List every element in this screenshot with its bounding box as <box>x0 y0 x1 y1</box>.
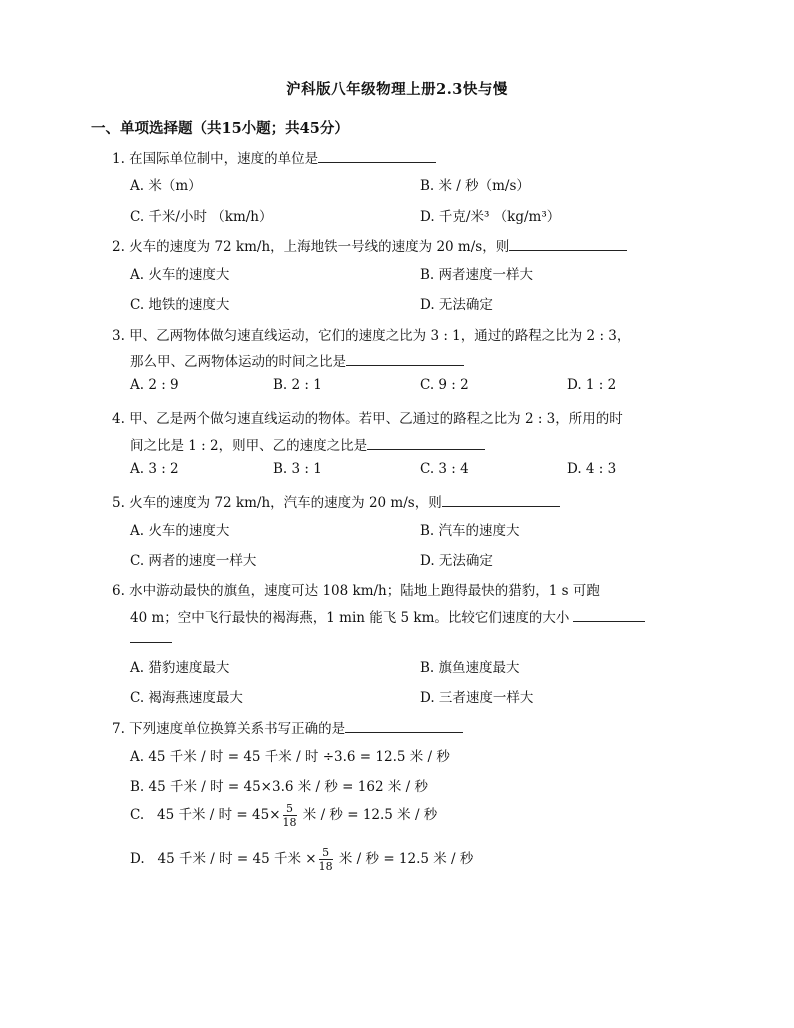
page-title: 沪科版八年级物理上册2.3快与慢 <box>286 81 508 98</box>
q4-option-d[interactable]: D. 4 : 3 <box>567 461 617 477</box>
fraction: $\frac{5}{18}$ <box>282 802 297 829</box>
q5-option-d[interactable]: D. 无法确定 <box>420 553 493 569</box>
answer-blank[interactable] <box>345 718 463 733</box>
q7-option-a[interactable]: A. 45 千米 / 时 = 45 千米 / 时 ÷3.6 = 12.5 米 / 秒 <box>130 749 450 765</box>
answer-blank[interactable] <box>509 236 627 251</box>
answer-blank[interactable] <box>318 148 436 163</box>
q6-option-a[interactable]: A. 猎豹速度最大 <box>130 660 230 676</box>
question-2-stem: 2. 火车的速度为 72 km/h，上海地铁一号线的速度为 20 m/s，则 <box>112 235 627 255</box>
answer-blank-continued[interactable] <box>130 634 172 643</box>
q3-option-a[interactable]: A. 2 : 9 <box>130 377 179 393</box>
answer-blank[interactable] <box>442 492 560 507</box>
q7-option-c[interactable]: C. 45 千米 / 时 = 45× $\frac{5}{18}$ 米 / 秒 = 12.5 米 / 秒 <box>130 802 438 829</box>
question-3-stem-line2: 那么甲、乙两物体运动的时间之比是 <box>130 350 464 370</box>
q6-option-d[interactable]: D. 三者速度一样大 <box>420 690 534 706</box>
q3-option-c[interactable]: C. 9 : 2 <box>420 377 469 393</box>
answer-blank[interactable] <box>367 435 485 450</box>
q2-option-a[interactable]: A. 火车的速度大 <box>130 267 230 283</box>
q1-option-c[interactable]: C. 千米/小时 （km/h） <box>130 209 273 225</box>
q4-option-a[interactable]: A. 3 : 2 <box>130 461 179 477</box>
section-heading: 一、单项选择题（共15小题；共45分） <box>91 120 349 137</box>
q5-option-b[interactable]: B. 汽车的速度大 <box>420 523 520 539</box>
q1-option-a[interactable]: A. 米（m） <box>130 178 202 194</box>
q6-option-b[interactable]: B. 旗鱼速度最大 <box>420 660 520 676</box>
q2-option-c[interactable]: C. 地铁的速度大 <box>130 297 230 313</box>
question-6-stem-line2: 40 m；空中飞行最快的褐海燕，1 min 能飞 5 km。比较它们速度的大小 <box>130 606 645 626</box>
question-5-stem: 5. 火车的速度为 72 km/h，汽车的速度为 20 m/s，则 <box>112 491 560 511</box>
q3-option-b[interactable]: B. 2 : 1 <box>273 377 322 393</box>
q4-option-b[interactable]: B. 3 : 1 <box>273 461 322 477</box>
q2-option-b[interactable]: B. 两者速度一样大 <box>420 267 534 283</box>
question-6-stem: 6. 水中游动最快的旗鱼，速度可达 108 km/h；陆地上跑得最快的猎豹，1 s 可跑 <box>112 583 600 599</box>
q7-option-d[interactable]: D. 45 千米 / 时 = 45 千米 × $\frac{5}{18}$ 米 / 秒 = 12.5 米 / 秒 <box>130 846 474 873</box>
q1-option-b[interactable]: B. 米 / 秒（m/s） <box>420 178 530 194</box>
question-1-stem: 1. 在国际单位制中，速度的单位是 <box>112 147 436 167</box>
q1-option-d[interactable]: D. 千克/米³ （kg/m³） <box>420 209 561 225</box>
question-3-stem: 3. 甲、乙两物体做匀速直线运动，它们的速度之比为 3 : 1，通过的路程之比为 2 : 3， <box>112 328 631 344</box>
q2-option-d[interactable]: D. 无法确定 <box>420 297 493 313</box>
answer-blank[interactable] <box>573 607 645 622</box>
q5-option-a[interactable]: A. 火车的速度大 <box>130 523 230 539</box>
question-4-stem-line2: 间之比是 1 : 2，则甲、乙的速度之比是 <box>130 434 485 454</box>
fraction: $\frac{5}{18}$ <box>318 846 333 873</box>
q5-option-c[interactable]: C. 两者的速度一样大 <box>130 553 257 569</box>
q3-option-d[interactable]: D. 1 : 2 <box>567 377 617 393</box>
question-7-stem: 7. 下列速度单位换算关系书写正确的是 <box>112 717 463 737</box>
q4-option-c[interactable]: C. 3 : 4 <box>420 461 469 477</box>
question-4-stem: 4. 甲、乙是两个做匀速直线运动的物体。若甲、乙通过的路程之比为 2 : 3，所用的时 <box>112 411 623 427</box>
q7-option-b[interactable]: B. 45 千米 / 时 = 45×3.6 米 / 秒 = 162 米 / 秒 <box>130 779 428 795</box>
answer-blank[interactable] <box>346 351 464 366</box>
q6-option-c[interactable]: C. 褐海燕速度最大 <box>130 690 243 706</box>
